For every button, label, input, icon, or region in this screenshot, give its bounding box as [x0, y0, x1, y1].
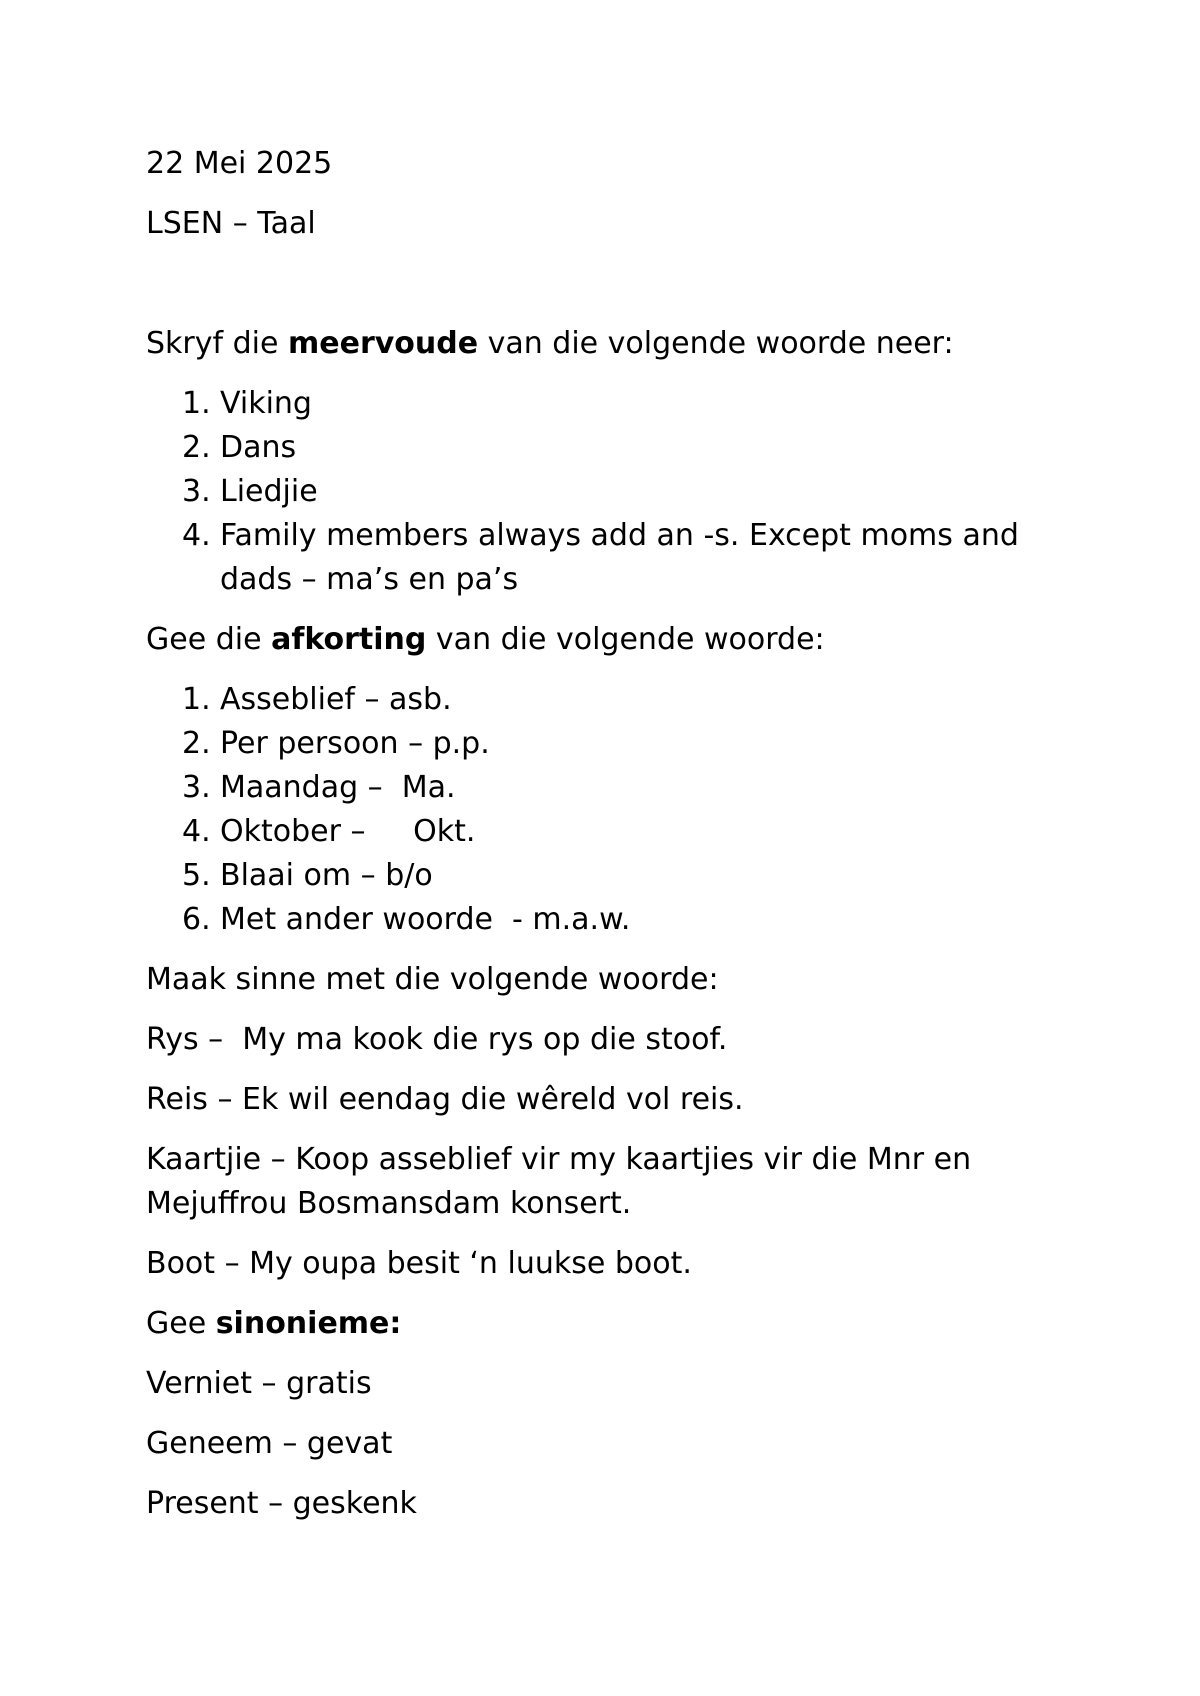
abbreviations-heading-prefix: Gee die — [146, 622, 272, 657]
list-number: 5. — [182, 858, 211, 893]
list-number: 2. — [182, 430, 211, 465]
list-number: 4. — [182, 814, 211, 849]
list-item — [146, 426, 1066, 470]
sentence-line: Rys – My ma kook die rys op die stoof. — [146, 1022, 728, 1057]
subject-line: LSEN – Taal — [146, 206, 316, 241]
sentence-line: Reis – Ek wil eendag die wêreld vol reis. — [146, 1082, 744, 1117]
plurals-heading — [146, 322, 1066, 366]
list-number: 1. — [182, 682, 211, 717]
sentences-heading: Maak sinne met die volgende woorde: — [146, 962, 719, 997]
plurals-heading-suffix: van die volgende woorde neer: — [478, 326, 954, 361]
list-number: 3. — [182, 474, 211, 509]
list-text: Asseblief – asb. — [220, 682, 452, 717]
list-text: Viking — [220, 386, 312, 421]
document-body — [146, 142, 1066, 1542]
list-text: Oktober – Okt. — [220, 814, 476, 849]
list-number: 6. — [182, 902, 211, 937]
list-text: Dans — [220, 430, 297, 465]
list-text: Per persoon – p.p. — [220, 726, 490, 761]
list-item — [146, 898, 1066, 942]
list-item — [146, 514, 1066, 602]
list-text: Family members always add an -s. Except moms and dads – ma’s en pa’s — [220, 518, 1029, 597]
plurals-heading-bold: meervoude — [287, 326, 479, 361]
synonym-line: Present – geskenk — [146, 1486, 417, 1521]
abbreviations-heading — [146, 618, 1066, 662]
synonym-line: Verniet – gratis — [146, 1366, 372, 1401]
synonyms-heading-bold: sinonieme: — [215, 1306, 402, 1341]
date-line: 22 Mei 2025 — [146, 146, 333, 181]
list-item — [146, 722, 1066, 766]
synonym-line: Geneem – gevat — [146, 1426, 393, 1461]
plurals-list — [146, 382, 1066, 602]
list-number: 4. — [182, 518, 211, 553]
synonyms-heading — [146, 1302, 1066, 1346]
list-number: 1. — [182, 386, 211, 421]
abbreviations-list — [146, 678, 1066, 942]
list-item — [146, 810, 1066, 854]
abbreviations-heading-bold: afkorting — [271, 622, 427, 657]
list-number: 2. — [182, 726, 211, 761]
list-item — [146, 678, 1066, 722]
list-text: Blaai om – b/o — [220, 858, 433, 893]
list-text: Liedjie — [220, 474, 318, 509]
list-number: 3. — [182, 770, 211, 805]
sentence-line: Kaartjie – Koop asseblief vir my kaartjies vir die Mnr en Mejuffrou Bosmansdam konsert. — [146, 1142, 981, 1221]
list-item — [146, 382, 1066, 426]
synonyms-heading-prefix: Gee — [146, 1306, 216, 1341]
sentence-line: Boot – My oupa besit ‘n luukse boot. — [146, 1246, 692, 1281]
abbreviations-heading-suffix: van die volgende woorde: — [426, 622, 825, 657]
list-text: Met ander woorde - m.a.w. — [220, 902, 631, 937]
list-item — [146, 854, 1066, 898]
list-text: Maandag – Ma. — [220, 770, 456, 805]
plurals-heading-prefix: Skryf die — [146, 326, 288, 361]
list-item — [146, 470, 1066, 514]
list-item — [146, 766, 1066, 810]
